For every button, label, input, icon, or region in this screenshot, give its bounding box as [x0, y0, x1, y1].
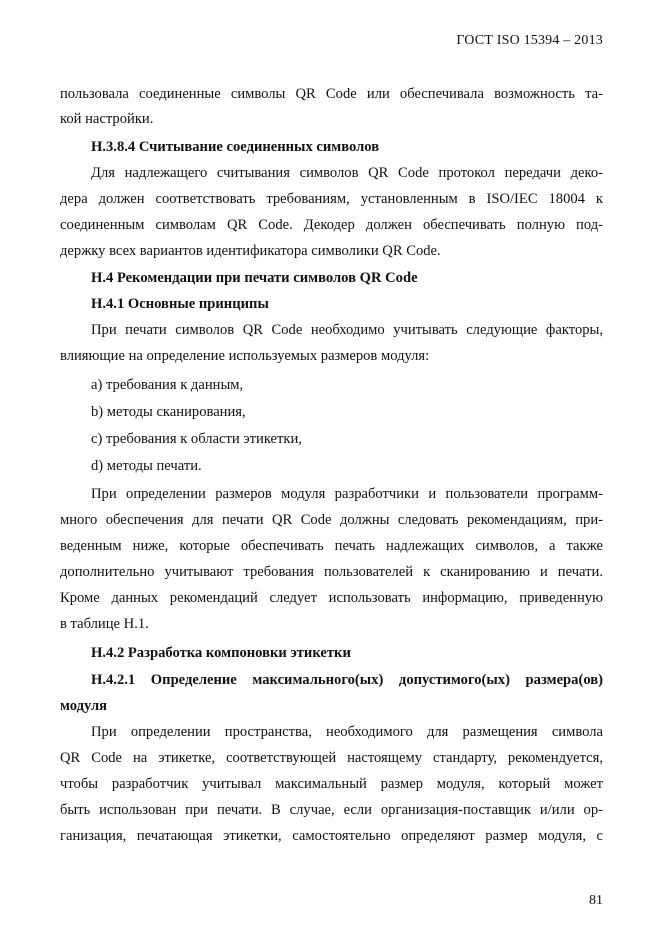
- text-line: дополнительно учитывают требования пользователей к сканированию и печати.: [60, 564, 603, 580]
- text-line: в таблице Н.1.: [60, 616, 149, 632]
- text-line: много обеспечения для печати QR Code должны следовать рекомендациям, при-: [60, 512, 603, 528]
- list-item: b) методы сканирования,: [91, 404, 246, 420]
- text-line: держку всех вариантов идентификатора символики QR Code.: [60, 243, 441, 259]
- text-line: При определении размеров модуля разработчики и пользователи программ-: [91, 486, 603, 502]
- list-item: a) требования к данным,: [91, 377, 244, 393]
- text-line: QR Code на этикетке, соответствующей настоящему стандарту, рекомендуется,: [60, 750, 603, 766]
- text-line: ганизация, печатающая этикетки, самостоятельно определяют размер модуля, с: [60, 828, 603, 844]
- list-item: d) методы печати.: [91, 458, 202, 474]
- section-heading: Н.3.8.4 Считывание соединенных символов: [91, 139, 380, 155]
- text-line: влияющие на определение используемых размеров модуля:: [60, 348, 430, 364]
- text-line: дера должен соответствовать требованиям, установленным в ISO/IEC 18004 к: [60, 191, 603, 207]
- page-number: 81: [589, 893, 603, 908]
- page-header: ГОСТ ISO 15394 – 2013: [456, 33, 603, 48]
- text-line: веденным ниже, которые обеспечивать печать надлежащих символов, а также: [60, 538, 603, 554]
- section-heading: модуля: [60, 698, 108, 714]
- text-line: Для надлежащего считывания символов QR Code протокол передачи деко-: [91, 165, 603, 181]
- text-line: пользовала соединенные символы QR Code или обеспечивала возможность та-: [60, 86, 603, 102]
- section-heading: Н.4.1 Основные принципы: [91, 296, 269, 312]
- list-item: c) требования к области этикетки,: [91, 431, 302, 447]
- section-heading: Н.4.2 Разработка компоновки этикетки: [91, 645, 351, 661]
- text-line: При печати символов QR Code необходимо учитывать следующие факторы,: [91, 322, 603, 338]
- text-line: соединенным символам QR Code. Декодер должен обеспечивать полную под-: [60, 217, 603, 233]
- section-heading: Н.4.2.1 Определение максимального(ых) допустимого(ых) размера(ов): [91, 672, 603, 688]
- section-heading: Н.4 Рекомендации при печати символов QR Code: [91, 270, 418, 286]
- text-line: кой настройки.: [60, 111, 154, 127]
- text-line: Кроме данных рекомендаций следует использовать информацию, приведенную: [60, 590, 603, 606]
- text-line: При определении пространства, необходимого для размещения символа: [91, 724, 603, 740]
- text-line: быть использован при печати. В случае, если организация-поставщик и/или ор-: [60, 802, 603, 818]
- text-line: чтобы разработчик учитывал максимальный размер модуля, который может: [60, 776, 603, 792]
